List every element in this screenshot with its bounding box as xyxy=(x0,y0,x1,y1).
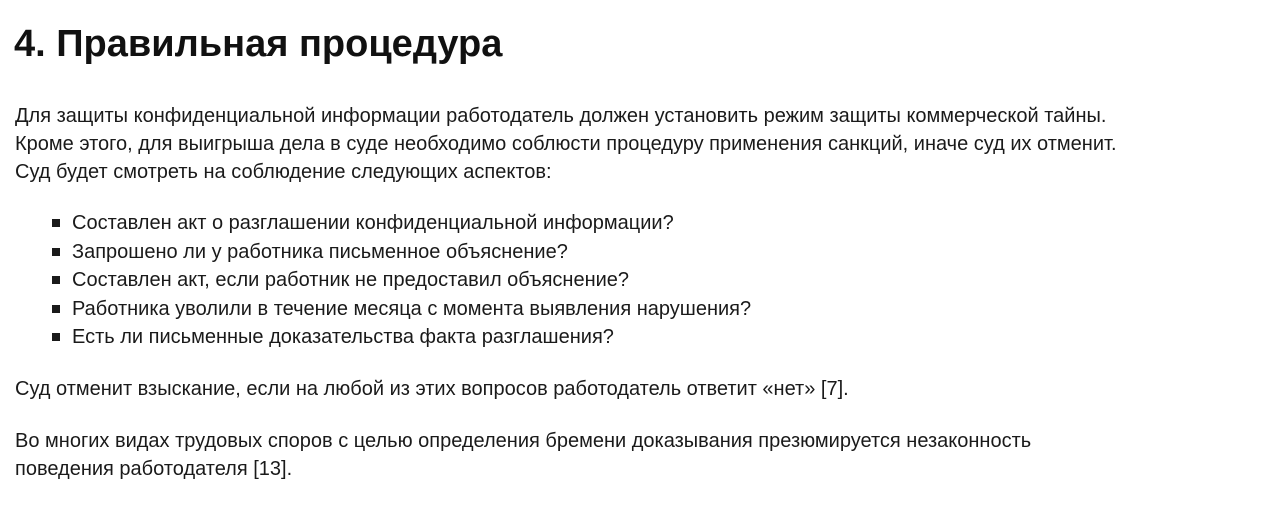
section-heading: 4. Правильная процедура xyxy=(14,23,503,65)
list-item-text: Составлен акт, если работник не предоставил объяснение? xyxy=(72,269,630,291)
intro-paragraph xyxy=(15,102,1117,186)
bullet-square-icon xyxy=(52,219,60,227)
intro-line: Суд будет смотреть на соблюдение следующих аспектов: xyxy=(15,161,552,183)
list-item xyxy=(15,266,751,295)
summary-paragraph: Суд отменит взыскание, если на любой из этих вопросов работодатель ответит «нет» [7]. xyxy=(15,378,849,400)
list-item xyxy=(15,238,751,267)
list-item xyxy=(15,323,751,352)
list-item-text: Запрошено ли у работника письменное объяснение? xyxy=(72,240,568,263)
closing-line: поведения работодателя [13]. xyxy=(15,458,293,480)
bullet-square-icon xyxy=(52,333,60,341)
intro-line: Для защиты конфиденциальной информации работодатель должен установить режим защиты коммерческой тайны. xyxy=(15,105,1107,127)
list-item-text: Работника уволили в течение месяца с момента выявления нарушения? xyxy=(72,297,752,320)
list-item xyxy=(15,295,751,324)
bullet-square-icon xyxy=(52,248,60,256)
intro-line: Кроме этого, для выигрыша дела в суде необходимо соблюсти процедуру применения санкций, иначе суд их отменит. xyxy=(15,133,1117,155)
list-item-text: Есть ли письменные доказательства факта разглашения? xyxy=(72,326,614,348)
list-item xyxy=(15,209,751,238)
closing-paragraph xyxy=(15,427,1031,483)
bullet-square-icon xyxy=(52,305,60,313)
closing-line: Во многих видах трудовых споров с целью определения бремени доказывания презюмируется незаконность xyxy=(15,430,1032,452)
bullet-square-icon xyxy=(52,276,60,284)
aspects-list xyxy=(15,209,751,352)
list-item-text: Составлен акт о разглашении конфиденциальной информации? xyxy=(72,212,674,234)
